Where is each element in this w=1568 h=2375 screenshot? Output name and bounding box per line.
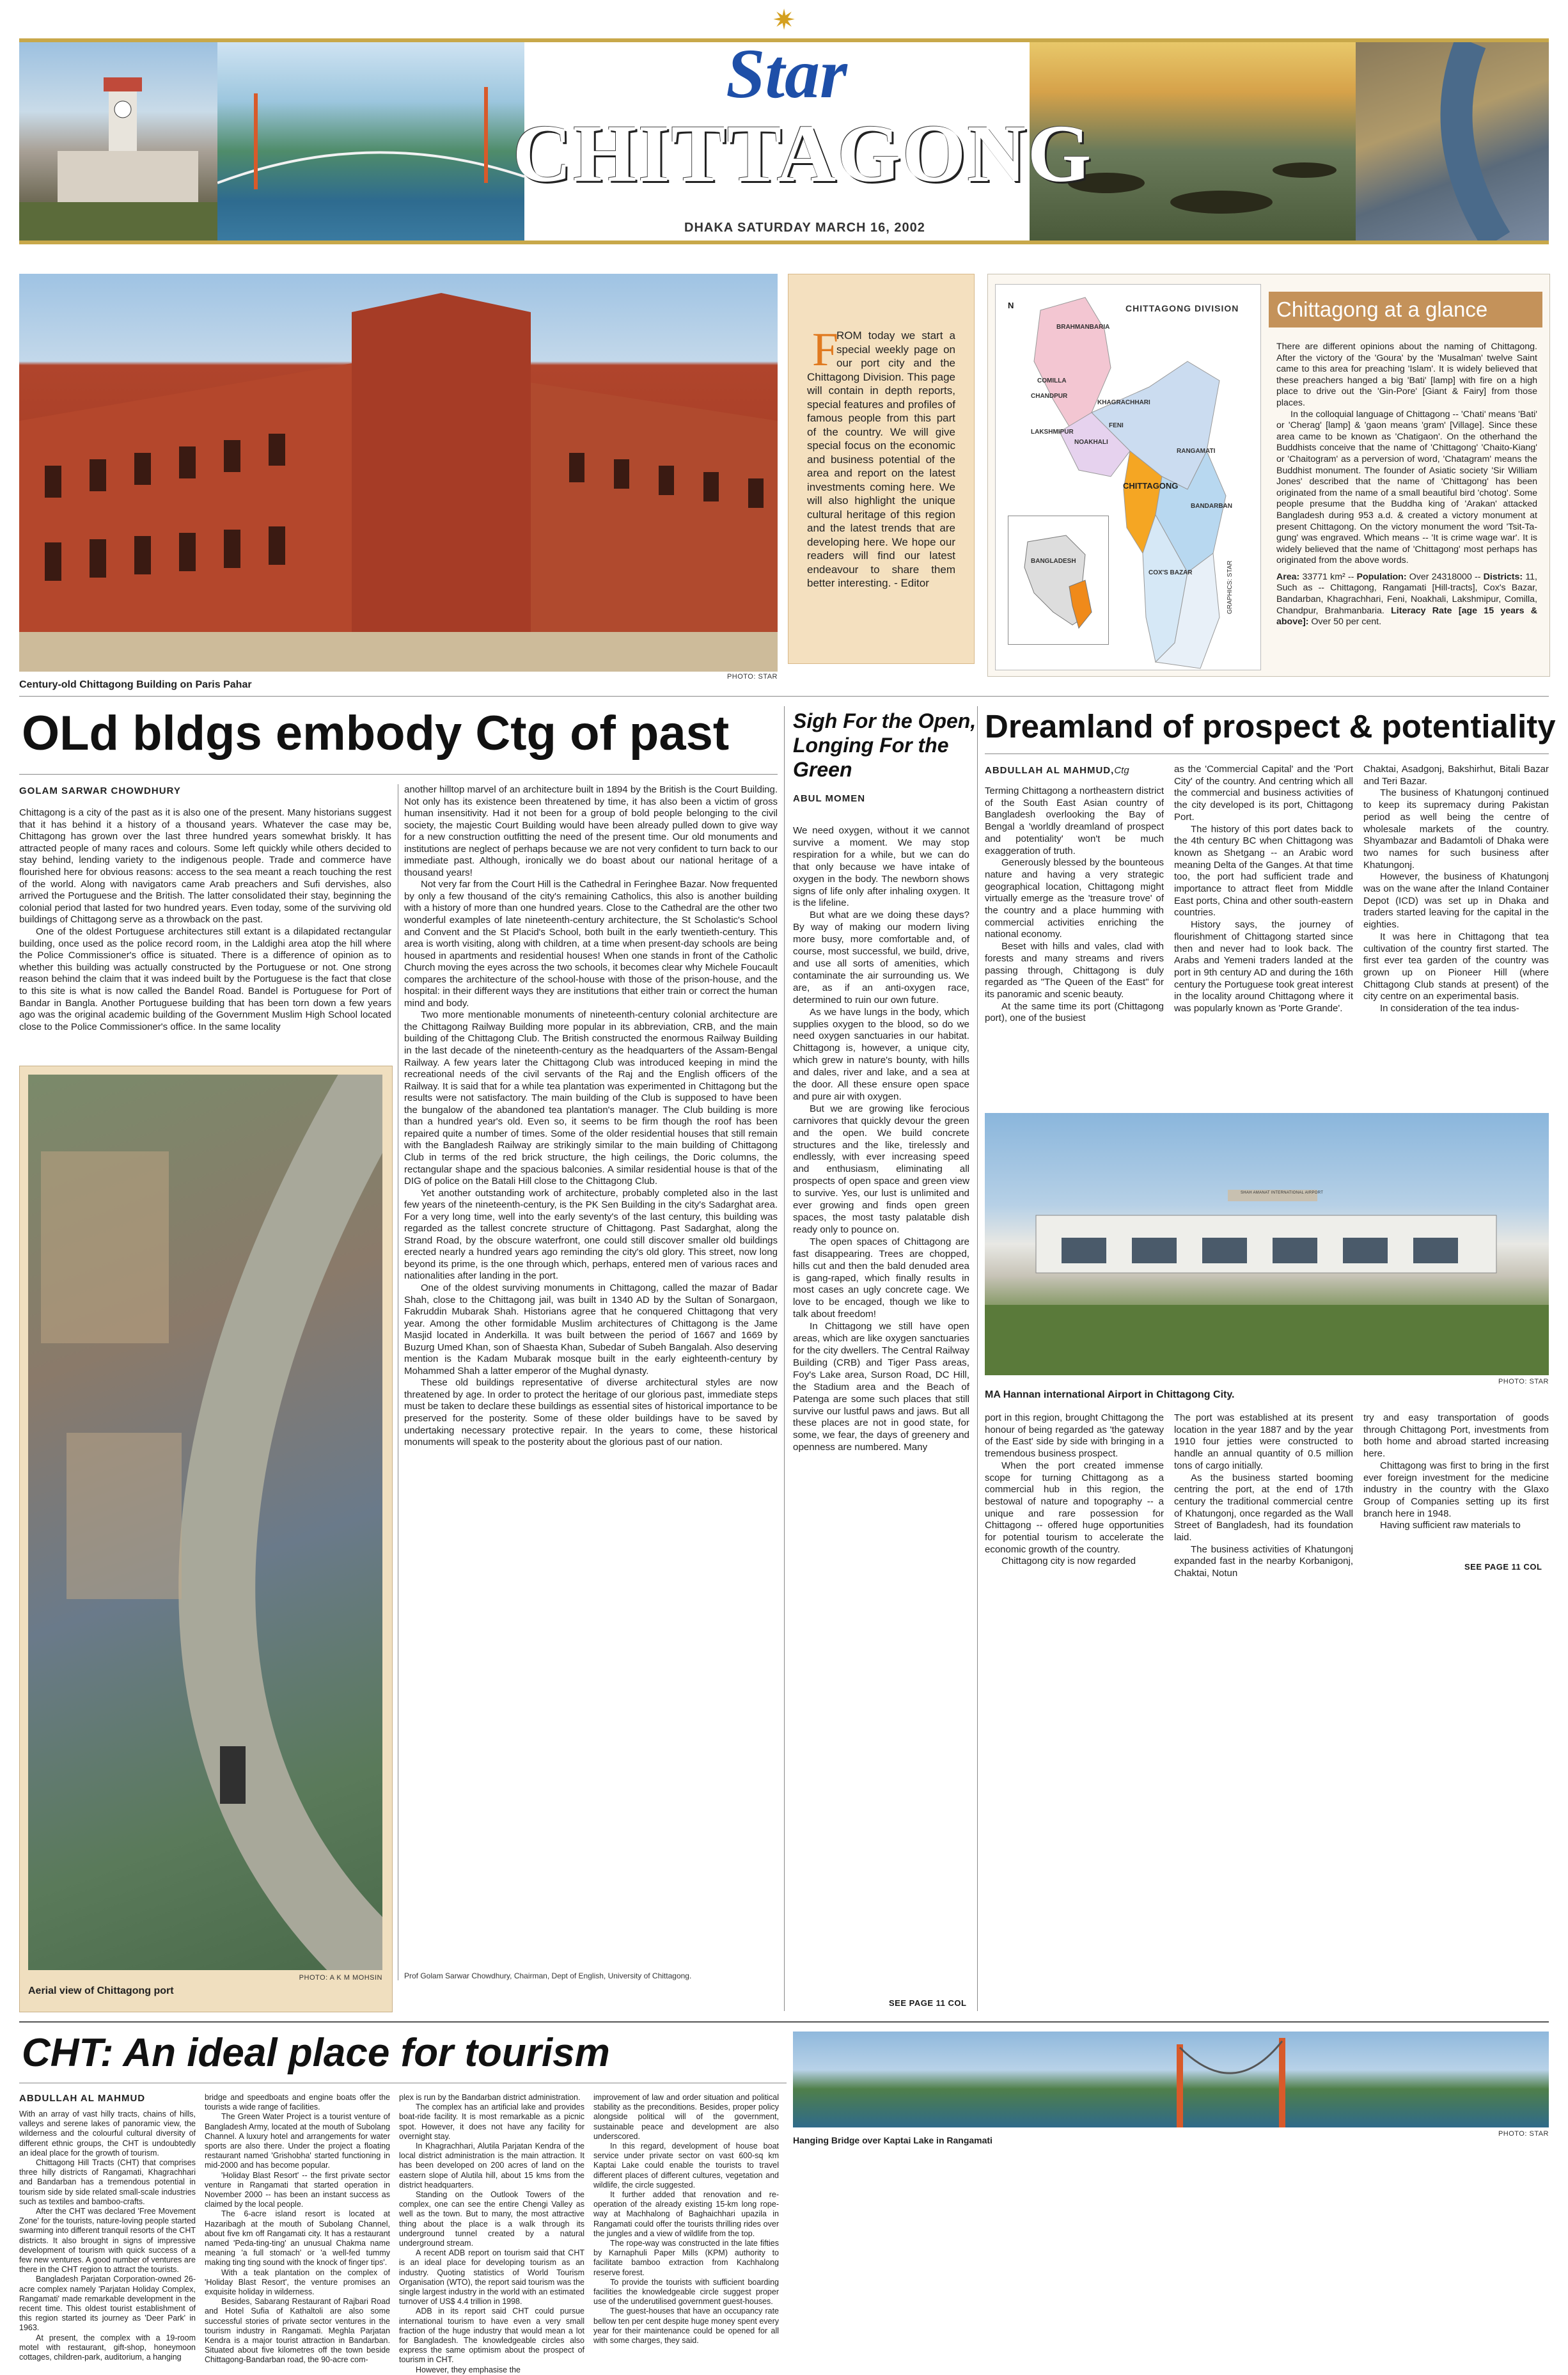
article1-col1	[19, 807, 391, 1033]
article3-lower-col1-p3: Chittagong city is now regarded	[1001, 1556, 1136, 1567]
intro-body: ROM today we start a special weekly page on our port city and the Chittagong Division. This page will contain in depth reports, special features and profiles of famous people from this part of the country. We will give special focus on the economic and business potential of the area and report on the latest investments coming here. We will also highlight the unique cultural heritage of this region and the latest trends that are developing here. We hope our readers will find our latest endeavour to share them better interesting. - Editor	[807, 329, 955, 589]
article4-col1	[19, 2110, 196, 2362]
article4-col3-p3: In Khagrachhari, Alutila Parjatan Kendra of the local district administration is the main attraction. It has been developed on 200 acres of land on the eastern slope of Alutila hill, about 15 kms from the district headquarters.	[399, 2142, 584, 2190]
bridge-photo-credit: PHOTO: STAR	[1498, 2130, 1549, 2138]
article3-col2	[1174, 764, 1353, 1015]
district-bandarban: BANDARBAN	[1191, 503, 1232, 510]
article1-headline: OLd bldgs embody Ctg of past	[22, 706, 730, 761]
glance-area-value: 33771 km² --	[1302, 571, 1357, 582]
article4-col4	[593, 2093, 779, 2346]
article4-col1-p4: Bangladesh Parjatan Corporation-owned 26-acre complex namely 'Parjatan Holiday Complex, Rangamati' made remarkable development in the recent time. This oldest tourist establishment of this region started its journey as 'Deer Park' in 1963.	[19, 2275, 196, 2333]
aerial-photo-caption: Aerial view of Chittagong port	[28, 1985, 174, 1996]
article3-col1-p4: At the same time its port (Chittagong port), one of the busiest	[985, 1000, 1164, 1024]
glance-inset-label: BANGLADESH	[1031, 558, 1076, 565]
masthead	[19, 0, 1549, 247]
article3-col1	[985, 785, 1164, 1025]
aerial-photo-credit: PHOTO: A K M MOHSIN	[299, 1974, 382, 1982]
masthead-star-icon: ✷	[772, 4, 796, 36]
article4-col4-p6: The guest-houses that have an occupancy rate bellow ten per cent despite huge money spent every year for their maintenance could be opened for all with some charges, they said.	[593, 2307, 779, 2346]
article3-lower-col1	[985, 1412, 1164, 1568]
article3-see-page: SEE PAGE 11 COL	[1464, 1562, 1542, 1572]
article4-col3-p1: plex is run by the Bandarban district administration.	[399, 2093, 581, 2102]
article3-lower-col3-p3: Having sufficient raw materials to	[1380, 1520, 1521, 1531]
masthead-bottom-rule	[19, 241, 1549, 244]
article4-col2-p3: 'Holiday Blast Resort' -- the first private sector venture in Rangamati that started operation in November 2000 -- has been an instant success as claimed by the local people.	[205, 2170, 390, 2209]
article3-lower-col3-p2: Chittagong was first to bring in the first ever foreign investment for the medicine industry in the country with the Glaxo Group of Companies setting up its first branch here in 1948.	[1363, 1460, 1549, 1519]
article4-col3-p6: ADB in its report said CHT could pursue international tourism to have even a very small fraction of the huge industry that would mean a lot for Bangladesh. The knowledgeable circles also express the same optimism about the prospect of tourism in CHT.	[399, 2307, 584, 2365]
glance-text	[1276, 342, 1537, 628]
glance-north-arrow: N	[1008, 301, 1014, 310]
article4-col3-p4: Standing on the Outlook Towers of the complex, one can see the entire Chengi Valley as well as the town. But to many, the most attractive thing about the place is a walk through its underground tunnel created by a natural underground stream.	[399, 2190, 584, 2248]
article4-col2-p1: bridge and speedboats and engine boats offer the tourists a wide range of facilities.	[205, 2093, 390, 2112]
glance-para1: There are different opinions about the naming of Chittagong. After the victory of the 'Goura' by the 'Musalman' twelve Saint came to this area for preaching 'Islam'. It is widely believed that these preachers hanged a big 'Bati' [lamp] with fire on a high place to drive out the 'Gin-Pore' [Giant & Fairy] from those places.	[1276, 342, 1537, 408]
article1-col2	[404, 784, 778, 1449]
glance-districts-value: 11, Such as -- Chittagong, Rangamati [Hill-tracts], Cox's Bazar, Bandarban, Khagrachhari, Feni, Noakhali, Lakshmipur, Comilla, Chandpur, Brahmanbaria.	[1276, 571, 1537, 616]
article2-p3: As we have lungs in the body, which supplies oxygen to the blood, so do we need oxygen sanctuaries in our habitat. Chittagong is, however, a unique city, which grew in nature's bounty, with hills and dales, river and lake, and a sea at the door. All these ensure open space and pure air with oxygen.	[793, 1006, 969, 1102]
bangladesh-inset	[1008, 516, 1108, 644]
article4-col3-p2: The complex has an artificial lake and provides boat-ride facility. It is most remarkable as a picnic spot. However, it does not have any facility for overnight stay.	[399, 2103, 584, 2141]
article2-see-page: SEE PAGE 11 COL	[889, 1998, 967, 2008]
article3-col3	[1363, 764, 1549, 1015]
article1-col1-p2: One of the oldest Portuguese architectures still extant is a dilapidated rectangular building, once used as the police record room, in the Laldighi area atop the hill where the Police Commissioner's office is situated. There is a difference of opinion as to whether this building was actually constructed by the Portuguese or not. One strong reason behind the claim that it was indeed built by the Portuguese is the fact that close to this site is what is now called the Bandel Road. Bandel is Portuguese for Port of Bandar in Bangla. Another Portuguese building that has been torn down a few years ago was the original academic building of the Government Muslim High School located close to the Police Commissioner's office. In the same locality	[19, 926, 391, 1032]
lead-photo-caption: Century-old Chittagong Building on Paris Pahar	[19, 679, 252, 690]
article4-col2-p6: Besides, Sabarang Restaurant of Rajbari Road and Hotel Sufia of Kathaltoli are also some successful stories of private sector ventures in the tourism industry in Rangamati. Meghla Parjatan Kendra is a major tourist attraction in Bandarban. Situated about five kilometres off the town beside Chittagong-Bandarban road, the 90-acre com-	[205, 2297, 390, 2365]
lead-photo	[19, 274, 778, 672]
article4-col1-p5: At present, the complex with a 19-room motel with restaurant, gift-shop, honeymoon cottages, children-park, auditorium, a hanging	[19, 2333, 196, 2362]
article4-col2-p2: The Green Water Project is a tourist venture of Bangladesh Army, located at the mouth of Subolang Channel. A luxury hotel and arrangements for water sports are also there. Under the project a floating restaurant named 'Grishobha' started functioning in mid-2000 and has become popular.	[205, 2112, 390, 2170]
district-brahmanbaria: BRAHMANBARIA	[1056, 324, 1110, 331]
article3-lower-col2-p2: As the business started booming centring the port, at the end of 17th century the traditional commercial centre of Khatungonj, once regarded as the Wall Street of Bangladesh, had its foundation laid.	[1174, 1472, 1353, 1543]
district-coxs-bazar: COX'S BAZAR	[1149, 569, 1193, 576]
article4-col4-p4: The rope-way was constructed in the late fifties by Karnaphuli Paper Mills (KPM) authority to facilitate bamboo extraction from Kachhalong reserve forest.	[593, 2239, 779, 2277]
article4-headline: CHT: An ideal place for tourism	[22, 2031, 610, 2075]
article3-col3-p4: It was here in Chittagong that tea cultivation of the country first started. The first ever tea garden of the country was grown up on Pioneer Hill (where Chittagong Club stands at present) of the city centre on an experimental basis.	[1363, 931, 1549, 1002]
article3-col3-p3: However, the business of Khatungonj was on the wane after the Inland Container Depot (ICD) was set up in Dhaka and traders started leaving for the capital in the eighties.	[1363, 871, 1549, 931]
article1-byline: GOLAM SARWAR CHOWDHURY	[19, 785, 181, 796]
masthead-dateline: DHAKA SATURDAY MARCH 16, 2002	[684, 221, 925, 235]
glance-literacy-label: Literacy Rate [age 15 years & above]:	[1276, 605, 1537, 627]
article4-col1-p1: With an array of vast hilly tracts, chains of hills, valleys and serene lakes of panoramic view, the wilderness and the colourful cultural diversity of different ethnic groups, the CHT is undoubtedly an ideal place for the growth of tourism.	[19, 2110, 196, 2158]
district-comilla: COMILLA	[1037, 377, 1067, 384]
article1-footnote: Prof Golam Sarwar Chowdhury, Chairman, Dept of English, University of Chittagong.	[404, 1971, 692, 1980]
row-divider-1	[19, 696, 1549, 697]
article2-p5: The open spaces of Chittagong are fast disappearing. Trees are chopped, hills cut and then the bald denuded area is gang-raped, which finally results in most cases an ugly concrete cage. We love to be encaged, though we like to talk about freedom!	[793, 1236, 969, 1320]
article3-col1-p1: Terming Chittagong a northeastern district of the South East Asian country of Bangladesh overlooking the Bay of Bengal a 'worldly dreamland of prospect and potentiality' won't be much exaggeration of truth.	[985, 785, 1164, 856]
airport-drawing	[985, 1113, 1549, 1375]
article3-col1-p3: Beset with hills and vales, clad with forests and many streams and rivers passing through, Chittagong is duly regarded as "The Queen of the East" for its panoramic and scenic beauty.	[985, 941, 1164, 1000]
article2-p4: But we are growing like ferocious carnivores that quickly devour the green and the open. We build concrete structures and the like, tirelessly and endlessly, with ever increasing speed and enthusiasm, eliminating all prospects of open space and green view to survive. Yes, our lust is unlimited and ever growing and finds open green spaces, the most tasty palatable dish ready only to pounce on.	[793, 1103, 969, 1235]
district-chittagong: CHITTAGONG	[1123, 481, 1179, 491]
district-khagrachhari: KHAGRACHHARI	[1097, 399, 1150, 406]
airport-caption: MA Hannan international Airport in Chittagong City.	[985, 1389, 1235, 1400]
port-aerial-drawing	[28, 1075, 382, 1970]
intro-dropcap: F	[812, 324, 839, 376]
article3-byline-place: Ctg	[1114, 765, 1129, 776]
article3-col2-p2: The history of this port dates back to the 4th century BC when Chittagong was known as Shetgang -- an Arabic word meaning Delta of the Ganges. At that time too, the port had sufficient trade and importance to attract fleet from Middle East ports, China and other south-eastern countries.	[1174, 823, 1353, 919]
article3-col3-p2: The business of Khatungonj continued to keep its supremacy during Pakistan period as well being the centre of wholesale markets of the country. Shyambazar and Badamtoli of Dhaka were two names for such business after Khatungonj.	[1363, 787, 1549, 871]
glance-population-value: Over 24318000 --	[1409, 571, 1484, 582]
article2-p1: We need oxygen, without it we cannot survive a moment. We may stop respiration for a while, but we can do that only because we have intake of oxygen in the body. The newborn shows signs of life only after inhaling oxygen. It is the lifeline.	[793, 825, 969, 909]
district-lakshmipur: LAKSHMIPUR	[1031, 429, 1074, 436]
airport-credit: PHOTO: STAR	[1498, 1378, 1549, 1385]
column-divider-b	[977, 706, 978, 2011]
article1-rule	[19, 774, 778, 775]
district-rangamati: RANGAMATI	[1177, 448, 1216, 455]
article4-col1-p3: After the CHT was declared 'Free Movement Zone' for the tourists, nature-loving people started swarming into different tranquil resorts of the CHT districts. It also brought in signs of impressive development of tourism with quick success of a few new ventures. A good number of ventures are there in the CHT region to attract the tourists.	[19, 2207, 196, 2275]
article4-byline: ABDULLAH AL MAHMUD	[19, 2093, 146, 2104]
article3-col1-p2: Generously blessed by the bounteous nature and having a very strategic geographical location, Chittagong might virtually emerge as the 'treasure trove' of the country and a place humming with commercial activities enriching the national economy.	[985, 857, 1164, 940]
port-drawing	[1356, 42, 1549, 241]
article4-col2-p5: With a teak plantation on the complex of 'Holiday Blast Resort', the venture promises an exquisite holiday in wilderness.	[205, 2268, 390, 2297]
article1-col2-p6: These old buildings representative of diverse architectural styles are now threatened by age. In order to protect the heritage of our glorious past, immediate steps must be taken to declare these buildings as essential sites of historical importance to be preserved for the posterity. Some of these older buildings have to be saved by undertaking necessary protective repair. In the years to come, these historical monuments will speak to the posterity about the glorious past of our nation.	[404, 1377, 778, 1448]
masthead-photo-port	[1356, 42, 1549, 241]
building-drawing	[19, 274, 778, 672]
article4-col2	[205, 2093, 390, 2365]
article3-lower-col2	[1174, 1412, 1353, 1580]
article2-headline: Sigh For the Open, Longing For the Green	[793, 709, 976, 781]
article3-lower-col1-p1: port in this region, brought Chittagong the honour of being regarded as 'the gateway of the East' side by side with bringing in a tremendous business prospect.	[985, 1412, 1164, 1460]
article1-col2-p5: One of the oldest surviving monuments in Chittagong, called the mazar of Badar Shah, close to the Chittagong jail, was built in 1340 AD by the Sultan of Sonargaon, Fakruddin Mubarak Shah. Historians agree that he conquered Chittagong that very year. Among the other formidable Muslim architectures of Chittagong is the Jame Masjid located in Anderkilla. It was built between the period of 1667 and 1669 by Buzurg Umed Khan, son of Shaesta Khan, Subedar of Subeh Bangalah. Also deserving mention is the Kadam Mubarak mosque built in the early eighteenth-century by Mohammed Shah a latter emperor of the Mughal dynasty.	[404, 1282, 778, 1377]
aerial-photo	[28, 1075, 382, 1970]
column-divider-a	[784, 706, 785, 2011]
article3-lower-col3	[1363, 1412, 1549, 1532]
article4-col4-p2: In this regard, development of house boat service under private sector on vast 600-sq km Kaptai Lake could enable the tourists to travel different places of different cultures, vegetation and wildlife, the circle suggested.	[593, 2142, 779, 2190]
masthead-photo-clocktower	[19, 42, 217, 241]
row-divider-2	[19, 2021, 1549, 2023]
article3-lower-col2-p3: The business activities of Khatungonj expanded fast in the nearby Korbanigonj, Chaktai, Notun	[1174, 1543, 1353, 1579]
article3-headline: Dreamland of prospect & potentiality	[985, 708, 1556, 745]
article3-col3-p5: In consideration of the tea indus-	[1380, 1003, 1519, 1014]
article3-col3-p1: Chaktai, Asadgonj, Bakshirhut, Bitali Bazar and Teri Bazar.	[1363, 764, 1549, 787]
glance-literacy-value: Over 50 per cent.	[1308, 617, 1382, 627]
article1-col2-p2: Not very far from the Court Hill is the Cathedral in Feringhee Bazar. Now frequented by only a few thousand of the city's remaining Catholics, this also is another building with a history of more than one hundred years. Close to the Cathedral are the other two wonderful examples of late nineteenth-century architecture, the St Scholastic's School and Convent and the St Placid's School, both built in the early twentieth-century. This area is worth visiting, along with children, at a time when present-day schools are being housed in apartments and residential houses! When one stands in front of the Catholic Church moving the eyes across the two schools, it becomes clear why Michele Foucault compares the architecture of the school-house with those of the prison-house, and the hospital: in their different ways they are institutions that either train or correct the human mind and body.	[404, 879, 778, 1009]
article2-byline: ABUL MOMEN	[793, 793, 866, 804]
hanging-bridge-drawing	[793, 2032, 1549, 2127]
article3-col2-p3: History says, the journey of flourishment of Chittagong started since then and never had to look back. The Arabs and Yemeni traders landed at the port in 9th century AD and during the 16th century the Portuguese took great interest in the locality around Chittagong where it was popularly known as 'Porte Grande'.	[1174, 919, 1353, 1014]
masthead-brand: Star	[726, 35, 847, 113]
article2-p6: In Chittagong we still have open areas, which are like oxygen sanctuaries for the city dwellers. The Central Railway Building (CRB) and Tiger Pass areas, Foy's Lake area, Surson Road, DC Hill, the Stadium area and the Beach of Patenga are some such places that still survive our lustful paws and jaws. But all these places are not in good state, for some, we fear, the days of greenery and openness are numbered. Many	[793, 1321, 969, 1453]
article1-col2-p1: another hilltop marvel of an architecture built in 1894 by the British is the Court Building. Not only has its existence been threatened by time, it has also been a victim of gross human insensitivity. Had it not been for a group of bold people belonging to the civil society, the majestic Court Building would have been already pulled down to give way for a new construction outfitting the need of the present time. Our old monuments and institutions are neglect of perhaps because we are not very confident to turn back to our immediate past. Although, ironically we do boast about our national heritage of a thousand years!	[404, 784, 778, 878]
article2-p2: But what are we doing these days? By way of making our modern living more busy, more comfortable and, of course, most successful, we build, drive, and use all sorts of amenities, which contaminate the air surrounding us. We are, as if an anti-oxygen race, determined to ruin our own future.	[793, 910, 969, 1006]
lead-photo-credit: PHOTO: STAR	[726, 673, 778, 681]
article1-col2-p3: Two more mentionable monuments of nineteenth-century colonial architecture are the Chittagong Railway Building more popular in its abbreviation, CRB, and the main building of the Chittagong Club. The British constructed the enormous Railway Building in the last decade of the nineteenth-century as the headquarters of the Assam-Bengal Railway. A few years later the Chittagong Club was introduced keeping in mind the recreational needs of the civil servants of the Raj and the English officers of the Railway. It is said that for a while tea plantation was experimented in Chittagong but the results were not satisfactory. The main building of the Club is supposed to have been the bungalow of the abandoned tea plantation's manager. The Club building is more than a hundred year's old. Even so, it seems to be firm though the roof has been repaired quite a number of times. Some of the older residential houses that still remain with the Bangladesh Railway are strikingly similar to the main building of Chittagong Club in terms of the red brick structure, the high ceilings, the Doric columns, the rectangular shape and the spacious balconies. A similar residential house is that of the DIG of police on the Batali Hill close to the Chittagong Club.	[404, 1009, 778, 1187]
district-feni: FENI	[1109, 422, 1124, 429]
glance-districts-label: Districts:	[1483, 571, 1523, 582]
bridge-photo-caption: Hanging Bridge over Kaptai Lake in Rangamati	[793, 2135, 992, 2145]
glance-map-title: CHITTAGONG DIVISION	[1125, 303, 1239, 313]
glance-area-label: Area:	[1276, 571, 1300, 582]
glance-inset-map	[1008, 516, 1109, 645]
masthead-title: CHITTAGONG	[512, 108, 1093, 199]
article4-col3-p5: A recent ADB report on tourism said that CHT is an ideal place for developing tourism as an industry. Quoting statistics of World Tourism Organisation (WTO), the report said tourism was the single largest industry in the world with an estimated turnover of US$ 4.4 trillion in 1998.	[399, 2248, 584, 2307]
airport-photo	[985, 1113, 1549, 1375]
article3-byline-wrap	[985, 765, 1129, 776]
district-chandpur: CHANDPUR	[1031, 393, 1068, 400]
glance-heading: Chittagong at a glance	[1276, 297, 1488, 321]
glance-graphics-credit: GRAPHICS: STAR	[1227, 560, 1234, 614]
article4-col4-p3: It further added that renovation and re-operation of the already existing 15-km long rope-way at Machhalong of Baghaichhari upazila in Rangamati could offer the tourists thrilling rides over the jungles and a view of wildlife from the top.	[593, 2190, 779, 2238]
article4-col2-p4: The 6-acre island resort is located at Hazaribagh at the mouth of Subolang Channel, about five km off Rangamati city. It has a restaurant named 'Peda-ting-ting' an unusual Chakma name meaning 'a full stomach' or 'a well-fed tummy making ting ting sound with the knock of finger tips'.	[205, 2209, 390, 2268]
glance-para2: In the colloquial language of Chittagong -- 'Chati' means 'Bati' or 'Cherag' [lamp] & 'gaon means 'gram' [Village]. Since these area came to be known as 'Chatigaon'. On the otherhand the Buddhists conceive that the name of 'Chittagong' 'Chaito-Kiang' or 'Chaitogram' as a perversion of word, 'Chatagram' means the Buddhist monument. The founder of Asiatic society 'Sir William Jones' described that the name of 'Chittagong' has been originated from the name of a small beautiful bird 'chotog'. Some people presume that the Buddha king of 'Arakan' attacked Bangladesh during 953 a.d. & created a victory monument at present Chittagong. On the victory monument the word 'Tsit-Ta-gung' was engraved. Which means -- 'It is crime wage war'. It is widely believed that the name of 'Chittagong' most perhaps has originated from the above words.	[1276, 409, 1537, 566]
bridge-photo	[793, 2032, 1549, 2127]
article3-lower-col1-p2: When the port created immense scope for turning Chittagong as a commercial hub in this region, the bestowal of nature and topography -- a unique and rare possession for Chittagong -- offered huge opportunities for potential tourism to accelerate the economic growth of the country.	[985, 1460, 1164, 1555]
article1-col2-p4: Yet another outstanding work of architecture, probably completed also in the last few years of the nineteenth-century, is the PK Sen Building in the city's Sadarghat area. For a very long time, well into the early seventy's of the last century, this building was regarded as the tallest concrete structure of Chittagong. Past Sadarghat, along the Strand Road, by the obscure waterfront, one could still discover smaller old buildings erected nearly a hundred years ago reminding the city's old glory. This street, now long beyond its prime, is the one through which, perhaps, entered men of various races and nationalities after landing in the port.	[404, 1187, 778, 1282]
article3-lower-col3-p1: try and easy transportation of goods through Chittagong Port, investments from both home and abroad started increasing here.	[1363, 1412, 1549, 1460]
article1-col1-p1: Chittagong is a city of the past as it is also one of the present. Many historians suggest that it has behind it a history of a thousand years. Whatever the case may be, Chittagong has grown over the last three hundred years somewhat briskly. It has attracted people of many races and colours. Some left quickly while others decided to stay behind, lending variety to the indigenous people. Trade and commerce have flourished here for obvious reasons: access to the sea meant a reach touching the rest of the world. Along with navigators came Arab preachers and Sufi dervishes, also arrived the Portuguese and the British. The latter consolidated their stay, beginning the colonial period that lasted for two hundred years. Even today, some of the surviving old buildings of Chittagong serve as a throwback on the past.	[19, 807, 391, 926]
glance-population-label: Population:	[1356, 571, 1407, 582]
article3-byline: ABDULLAH AL MAHMUD,	[985, 765, 1115, 776]
article4-col4-p1: improvement of law and order situation and political stability as the preconditions. Besides, proper policy alongside political will of the government, sustainable peace and development are also underscored.	[593, 2093, 779, 2141]
clocktower-drawing	[19, 42, 217, 241]
district-noakhali: NOAKHALI	[1074, 439, 1108, 446]
airport-sign: SHAH AMANAT INTERNATIONAL AIRPORT	[1241, 1191, 1324, 1195]
article4-col3	[399, 2093, 584, 2375]
intro-text	[807, 329, 955, 590]
article4-col1-p2: Chittagong Hill Tracts (CHT) that comprises three hilly districts of Rangamati, Khagrachhari and Bandarban has a tremendous potential in tourism side by side related small-scale industries such as textiles and bamboo-crafts.	[19, 2158, 196, 2206]
intro-dropcap-space	[807, 329, 836, 367]
article3-col2-p1: as the 'Commercial Capital' and the 'Port City' of the country. And centring which all the commercial and business activities of the city developed is its port, Chittagong Port.	[1174, 764, 1353, 823]
glance-facts	[1276, 572, 1537, 628]
article2-body	[793, 825, 969, 1454]
article3-lower-col2-p1: The port was established at its present location in the year 1887 and by the year 1910 four jetties were constructed to handle an annual quantity of 0.5 million tons of cargo initially.	[1174, 1412, 1353, 1471]
article4-col3-p7: However, they emphasise the	[416, 2365, 521, 2374]
article4-col4-p5: To provide the tourists with sufficient boarding facilities the knowledgeable circle suggest proper use of the underutilised government guest-houses.	[593, 2277, 779, 2307]
